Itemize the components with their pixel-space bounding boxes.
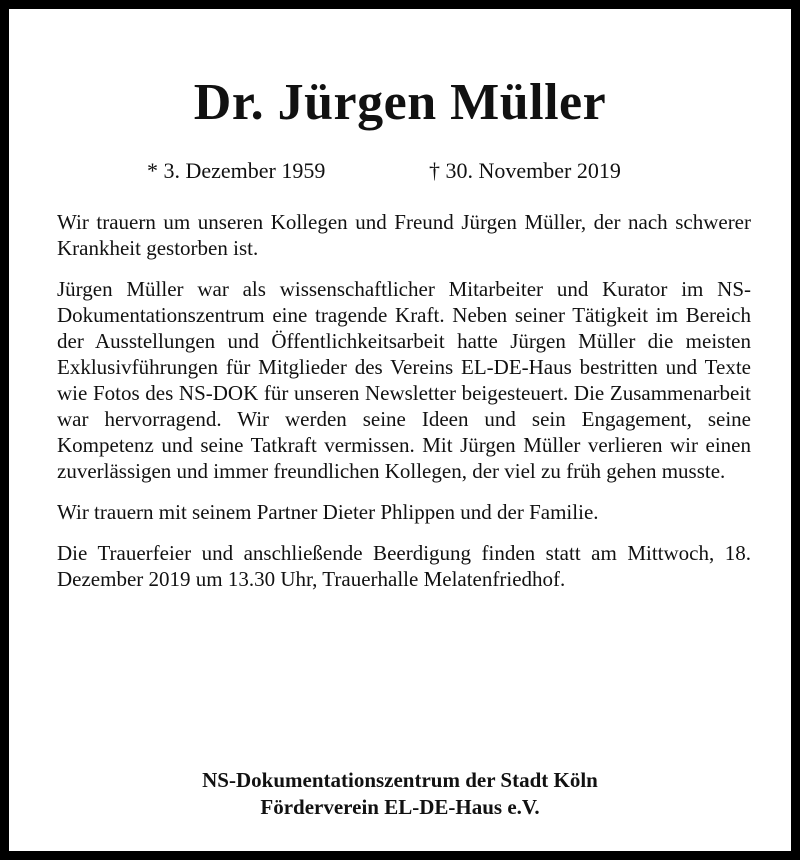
signature-line-organization: NS-Dokumentationszentrum der Stadt Köln	[202, 768, 598, 792]
paragraph-intro: Wir trauern um unseren Kollegen und Freund Jürgen Müller, der nach schwerer Krankheit gestorben ist.	[57, 210, 751, 260]
death-date: † 30. November 2019	[429, 158, 621, 183]
signature-line-association: Förderverein EL-DE-Haus e.V.	[260, 795, 540, 819]
paragraph-funeral-details: Die Trauerfeier und anschließende Beerdigung finden statt am Mittwoch, 18. Dezember 2019 um 13.30 Uhr, Trauerhalle Melatenfriedhof.	[57, 541, 751, 591]
paragraph-family: Wir trauern mit seinem Partner Dieter Phlippen und der Familie.	[57, 500, 599, 524]
birth-date: * 3. Dezember 1959	[147, 158, 326, 183]
paragraph-tribute: Jürgen Müller war als wissenschaftlicher Mitarbeiter und Kurator im NS-Dokumentationszentrum eine tragende Kraft. Neben seiner Tätigkeit im Bereich der Ausstellungen und Öffentlichkeitsarbeit hatte Jürgen Müller die meisten Exklusivführungen für Mitglieder des Vereins EL-DE-Haus bestritten und Texte wie Fotos des NS-DOK für unseren Newsletter beigesteuert. Die Zusammenarbeit war hervorragend. Wir werden seine Ideen und sein Engagement, seine Kompetenz und seine Tatkraft vermissen. Mit Jürgen Müller verlieren wir einen zuverlässigen und immer freundlichen Kollegen, der viel zu früh gehen musste.	[57, 277, 751, 483]
signature-block	[9, 767, 791, 821]
deceased-name: Dr. Jürgen Müller	[193, 74, 607, 131]
obituary-body	[57, 209, 751, 592]
life-dates	[9, 157, 791, 185]
